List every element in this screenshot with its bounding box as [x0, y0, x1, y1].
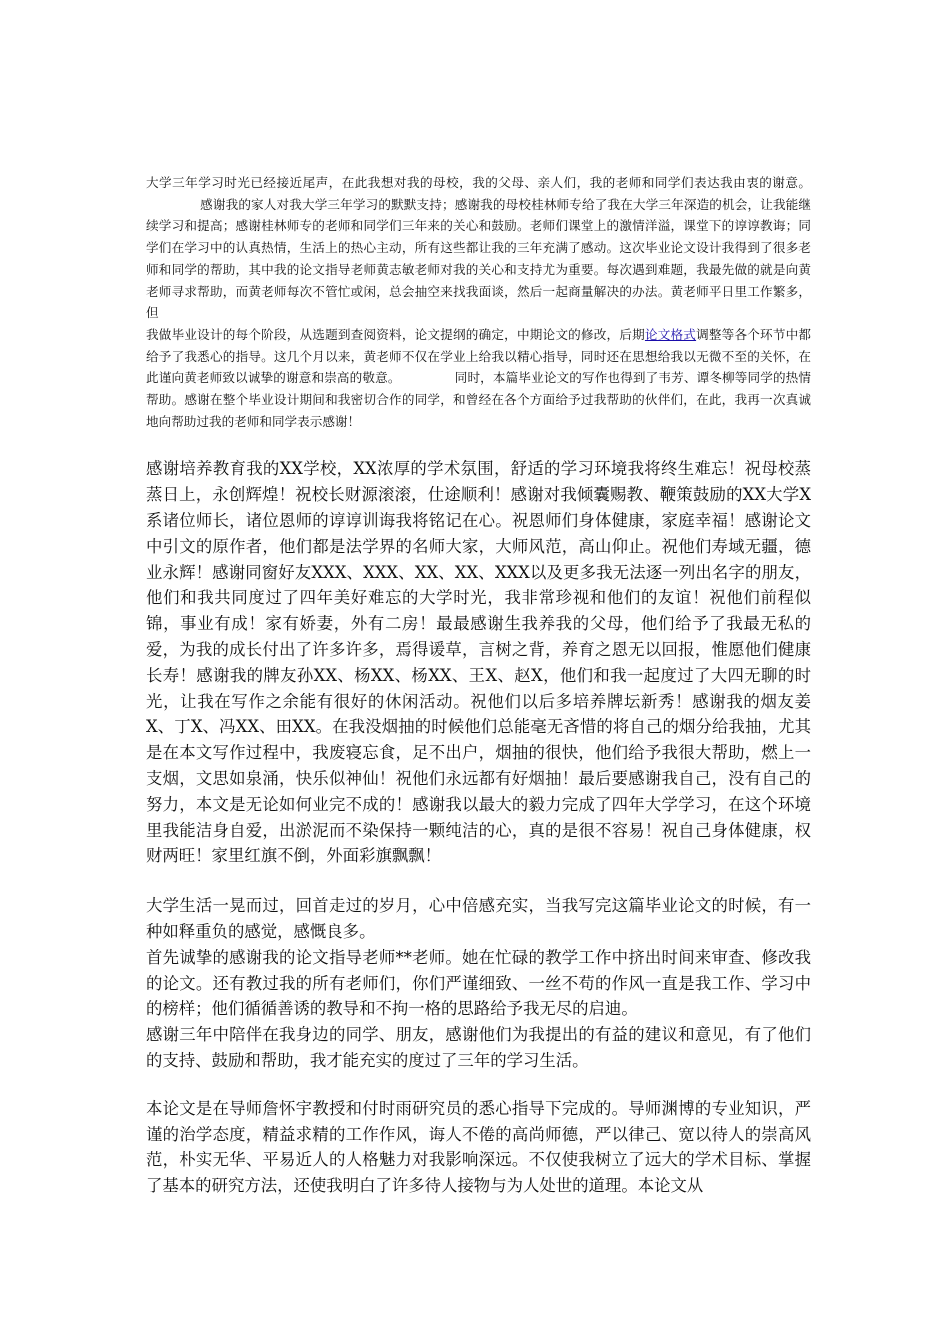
acknowledgement-section-4	[146, 1096, 811, 1199]
paragraph-text: 同时，本篇毕业论文的写作也得到了韦芳、谭冬柳等同学的热情帮助。感谢在整个毕业设计期间和我密切合作的同学，和曾经在各个方面给予过我帮助的伙伴们，在此，我再一次真诚地向帮助过我的老师和同学表示感谢！	[146, 370, 812, 429]
paragraph-text: 我做毕业设计的每个阶段，从选题到查阅资料，论文提纲的确定，中期论文的修改，后期	[146, 326, 645, 342]
section-spacer	[146, 1074, 811, 1096]
paragraph: 首先诚挚的感谢我的论文指导老师**老师。她在忙碌的教学工作中挤出时间来审查、修改我的论文。还有教过我的所有老师们，你们严谨细致、一丝不苟的作风一直是我工作、学习中的榜样；他们循循善诱的教导和不拘一格的思路给予我无尽的启迪。	[146, 947, 811, 1019]
acknowledgement-section-1	[146, 172, 811, 432]
paragraph: 大学生活一晃而过，回首走过的岁月，心中倍感充实，当我写完这篇毕业论文的时候，有一种如释重负的感觉，感慨良多。	[146, 896, 811, 941]
paragraph-text: 调整等各个环节中都给予了我悉心的指导。这几个月以来，黄老师不仅在学业上给我以精心指导，同时还在思想给我以无微不至的关怀，在此谨向黄老师致以诚挚的谢意和崇高的敬意。	[146, 326, 812, 386]
thesis-format-link[interactable]: 论文格式	[644, 326, 697, 342]
paragraph-text: 感谢我的家人对我大学三年学习的默默支持；感谢我的母校桂林师专给了我在大学三年深造的机会，让我能继续学习和提高；感谢桂林师专的老师和同学们三年来的关心和鼓励。老师们课堂上的激情洋溢，课堂下的谆谆教诲；同学们在学习中的认真热情，生活上的热心主动，所有这些都让我的三年充满了感动。这次毕业论文设计我得到了很多老师和同学的帮助，其中我的论文指导老师黄志敏老师对我的关心和支持尤为重要。每次遇到难题，我最先做的就是向黄老师寻求帮助，而黄老师每次不管忙或闲，总会抽空来找我面谈，然后一起商量解决的办法。黄老师平日里工作繁多，但	[146, 196, 811, 321]
acknowledgement-section-2	[146, 456, 811, 869]
paragraph: 感谢三年中陪伴在我身边的同学、朋友，感谢他们为我提出的有益的建议和意见，有了他们的支持、鼓励和帮助，我才能充实的度过了三年的学习生活。	[146, 1025, 811, 1070]
section-spacer	[146, 432, 811, 456]
section-spacer	[146, 869, 811, 893]
paragraph-text: 大学三年学习时光已经接近尾声，在此我想对我的母校，我的父母、亲人们，我的老师和同学们表达我由衷的谢意。	[146, 175, 811, 190]
paragraph	[146, 324, 811, 433]
paragraph: 本论文是在导师詹怀宇教授和付时雨研究员的悉心指导下完成的。导师渊博的专业知识，严谨的治学态度，精益求精的工作作风，诲人不倦的高尚师德，严以律己、宽以待人的崇高风范，朴实无华、平易近人的人格魅力对我影响深远。不仅使我树立了远大的学术目标、掌握了基本的研究方法，还使我明白了许多待人接物与为人处世的道理。本论文从	[146, 1098, 811, 1196]
paragraph	[146, 172, 811, 324]
paragraph: 感谢培养教育我的XX学校，XX浓厚的学术氛围，舒适的学习环境我将终生难忘！祝母校蒸蒸日上，永创辉煌！祝校长财源滚滚，仕途顺利！感谢对我倾囊赐教、鞭策鼓励的XX大学X系诸位师长，诸位恩师的谆谆训诲我将铭记在心。祝恩师们身体健康，家庭幸福！感谢论文中引文的原作者，他们都是法学界的名师大家，大师风范，高山仰止。祝他们寿域无疆，德业永辉！感谢同窗好友XXX、XXX、XX、XX、XXX以及更多我无法逐一列出名字的朋友，他们和我共同度过了四年美好难忘的大学时光，我非常珍视和他们的友谊！祝他们前程似锦，事业有成！家有娇妻，外有二房！最最感谢生我养我的父母，他们给予了我最无私的爱，为我的成长付出了许多许多，焉得谖草，言树之背，养育之恩无以回报，惟愿他们健康长寿！感谢我的牌友孙XX、杨XX、杨XX、王X、赵X，他们和我一起度过了大四无聊的时光，让我在写作之余能有很好的休闲活动。祝他们以后多培养牌坛新秀！感谢我的烟友姜X、丁X、冯XX、田XX。在我没烟抽的时候他们总能毫无吝惜的将自己的烟分给我抽，尤其是在本文写作过程中，我废寝忘食，足不出户，烟抽的很快，他们给予我很大帮助，燃上一支烟，文思如泉涌，快乐似神仙！祝他们永远都有好烟抽！最后要感谢我自己，没有自己的努力，本文是无论如何业完不成的！感谢我以最大的毅力完成了四年大学学习，在这个环境里我能洁身自爱，出淤泥而不染保持一颗纯洁的心，真的是很不容易！祝自己身体健康，权财两旺！家里红旗不倒，外面彩旗飘飘！	[146, 459, 811, 866]
document-body	[146, 172, 811, 1199]
acknowledgement-section-3	[146, 893, 811, 1074]
